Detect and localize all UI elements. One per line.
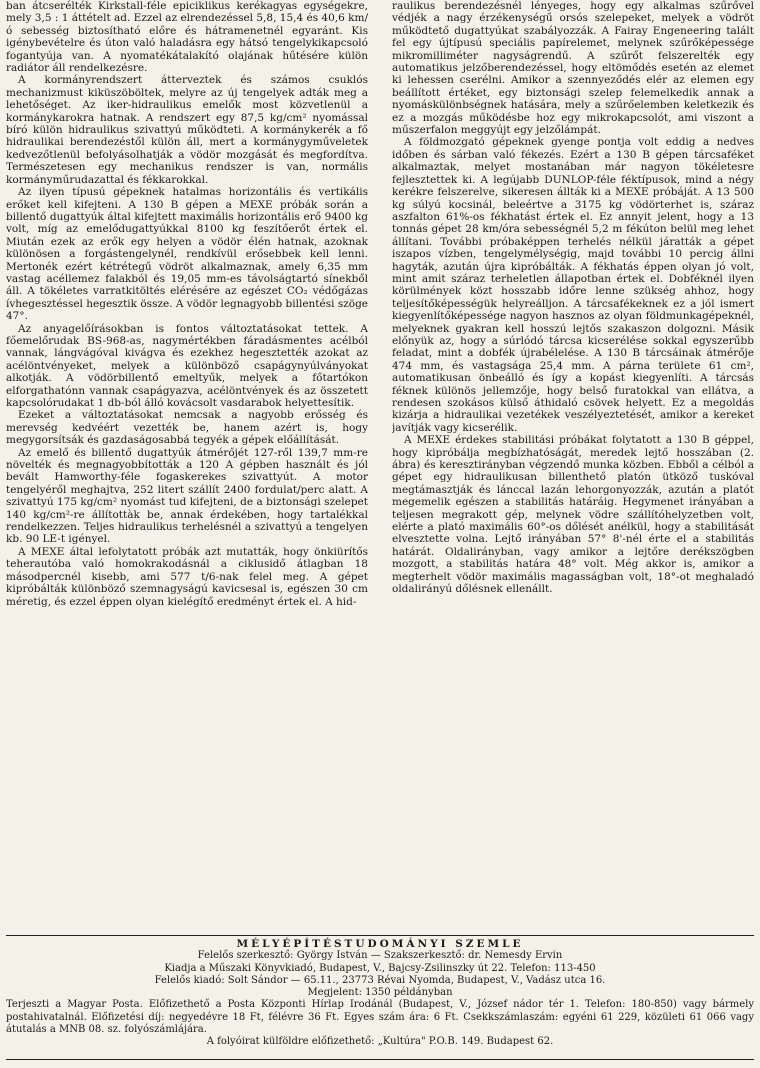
print-run-line: Megjelent: 1350 példányban xyxy=(307,987,453,999)
paragraph: Az emelő és billentő dugattyúk átmérőjét 127-ről 139,7 mm-re növelték és megnagyobbították a 120 A gépben használt és jól bevált Hamworthy-féle fogaskerekes szivattyút. A motor tengelyéről meghajtva, 252 litert szállít 2400 fordulat/perc alatt. A szivattyú 175 kg/cm² nyomást tud kifejteni, de a biztonsági szelepet 140 kg/cm²-re állítottàk be, annak érdekében, hogy tartalékkal rendelkezzen. Teljes hidraulikus terhelésnél a szivattyú a tengelyen kb. 90 LE-t igényel. xyxy=(6,446,368,546)
paragraph: ban átcserélték Kirkstall-féle epiciklikus kerékagyas egységekre, mely 3,5 : 1 áttételt ad. Ezzel az elrendezéssel 5,8, 15,4 és 40,6 km/ó sebesség biztosítható előre és hátramenetnél egyaránt. Kis igénybevételre és úton való haladásra egy hátsó tengelykikapcsoló fogantyúja van. A nyomatékátalakító olajának hűtésére külön radiátor áll rendelkezésre. xyxy=(6,0,368,75)
paragraph: A MEXE által lefolytatott próbák azt mutatták, hogy önkiürítős teherautóba való homokrakodásnál a ciklusidő átlagban 18 másodpercnél kisebb, ami 577 t/6-nak felel meg. A gépet kipróbálták különböző szemnagyságú kavicsesal is, egészen 30 cm méretig, és ezzel éppen olyan kielégítő eredményt értek el. A hid- xyxy=(6,545,368,608)
paragraph: Az anyagelőírásokban is fontos változtatásokat tettek. A főemelőrudak BS-968-as, nagymértékben fáradásmentes acélból vannak, lángvágóval kivágva és ezekhez hegesztették azokat az acélöntvényeket, melyek a különböző csapágynyúlványokat alkotják. A vödörbillentő emeltyűk, melyek a főtartókon elforgathatónn vannak csapágyazva, acélöntvények és az összetett kapcsolórudakat 1 db-ból álló kovácsolt vasdarabok helyettesítik. xyxy=(6,322,368,409)
paragraph: Ezeket a változtatásokat nemcsak a nagyobb erősség és merevség kedvéért vezették be, hanem azért is, hogy megygorsítsák és gazdaságosabbá tegyék a gépek előállítását. xyxy=(6,409,368,447)
paragraph: A MEXE érdekes stabilitási próbákat folytatott a 130 B géppel, hogy kipróbálja megbízhatóságát, meredek lejtő hosszában (2. ábra) és keresztirányban végzendő munka közben. Ebből a célból a gépet egy hidraulikusan billenthető platón ütköző tuskóval megtámasztják és lánccal lazán lehorgonyozzák, azután a platót megemelik egészen a stabilitás határáig. Hegymenet irányában a teljesen megrakott gép, melynek vödre szállítóhelyzetben volt, elérte a plató maximális 60°-os dőlését anélkül, hogy a stabilitását elvesztette volna. Lejtő irányában 57° 8'-nél érte el a stabilitás határát. Oldalirányban, vagy amikor a lejtőre derékszögben mozgott, a stabilitás határa 48° volt. Még akkor is, amikor a megterhelt vödör maximális magasságban volt, 18°-ot meghaladó oldalirányú dőlésnek ellenállt. xyxy=(392,434,754,596)
abroad-subscription-line: A folyóirat külföldre előfizethető: „Kultúra" P.O.B. 149. Budapest 62. xyxy=(206,1036,554,1048)
publisher-line: Kiadja a Műszaki Könyvkiadó, Budapest, V., Bajcsy-Zsilinszky út 22. Telefon: 113-450 xyxy=(164,962,596,974)
imprint-top-rule xyxy=(6,935,754,936)
left-column xyxy=(6,0,368,906)
imprint-block xyxy=(6,938,754,1049)
paragraph: raulikus berendezésnél lényeges, hogy egy alkalmas szűrővel védjék a nagy érzékenységű orsós szelepeket, melyek a vödröt működtető dugattyúkat szabályozzák. A Fairay Engeneering talált fel egy újtípusú speciális papírelemet, melynek szűrőképessége mikromilliméter nagyságrendű. A szűrőt felszerelték egy automatikus jelzőberendezéssel, hogy eltömődés esetén az elemet ki lehessen cserélni. Amikor a szennyeződés elér az elemen egy beállított értéket, egy biztonsági szelep felemelkedik annak a nyomáskülönbségnek hatására, mely a szűrőelemben keletkezik és ez a mozgás működésbe hoz egy mikrokapcsolót, ami viszont a műszerfalon meggyújt egy jelzőlámpát. xyxy=(392,0,754,137)
paragraph: Az ilyen típusú gépeknek hatalmas horizontális és vertikális erőket kell kifejteni. A 130 B gépen a MEXE próbák során a billentő dugattyúk által kifejtett maximális horizontális erő 9400 kg volt, míg az emelődugattyúkkal 8100 kg feszítőerőt értek el. Miután ezek az erők egy helyen a vödör élén hatnak, azoknak különösen a forgástengelynél, rendkívül erősebbek kell lenni. Mertonék ezért kétrétegű vödröt alkalmaznak, amely 6,35 mm vastag acéllemez falakból és 19,05 mm-es távolságtartó sínekből áll. A tökéletes varratkitöltés elérésére az egészet CO₂ védőgázas ívhegesztéssel hegesztik össze. A vödör legnagyobb billentési szöge 47°. xyxy=(6,186,368,323)
article-columns xyxy=(6,0,754,906)
right-column xyxy=(392,0,754,906)
journal-title: MÉLYÉPÍTÉSTUDOMÁNYI SZEMLE xyxy=(236,938,524,950)
imprint-bottom-rule xyxy=(6,1059,754,1060)
distribution-text: Terjeszti a Magyar Posta. Előfizethető a Posta Központi Hírlap Irodánál (Budapest, V., József nádor tér 1. Telefon: 180-850) vagy bármely postahivatalnál. Előfizetési díj: negyedévre 18 Ft, félévre 36 Ft. Egyes szám ára: 6 Ft. Csekkszámlaszám: egyéni 61 229, közületi 61 066 vagy átutalás a MNB 08. sz. folyószámlájára. xyxy=(6,999,754,1036)
editors-line: Felelős szerkesztő: György István — Szakszerkesztő: dr. Nemesdy Ervin xyxy=(197,950,563,962)
responsible-publisher-line: Felelős kiadó: Solt Sándor — 65.11., 23773 Révai Nyomda, Budapest, V., Vadász utca 16. xyxy=(154,974,606,986)
paragraph: A földmozgató gépeknek gyenge pontja volt eddig a nedves időben és sárban való fékezés. Ezért a 130 B gépen tárcsaféket alkalmaztak, melyet mostanában már nagyon tökéletesre fejlesztettek ki. A legújabb DUNLOP-féle féktípusok, mind a négy kerékre felszerelve, sikeresen állták ki a MEXE próbáját. A 13 500 kg súlyú kocsinál, beleértve a 3175 kg vödörterhet is, száraz aszfalton 61%-os fékhatást értek el. Ez annyit jelent, hogy a 13 tonnás gépet 28 km/óra sebességnél 5,2 m fékúton belül meg lehet állítani. További próbaképpen terhelés nélkül járatták a gépet iszapos vízben, tengelymélységig, majd további 10 percig állni hagyták, azután újra kipróbálták. A fékhatás éppen olyan jó volt, mint amit száraz terheletlen állapotban értek el. Dobféknél ilyen körülmények közt hosszabb időre lenne szükség ahhoz, hogy teljesítőképességük helyreálljon. A tárcsafékeknek ez a jól ismert kiegyenlítőképessége nagyon hasznos az olyan földmunkagépeknél, melyeknek gyakran kell hosszú lejtős szakaszon dolgozni. Másik előnyük az, hogy a súrlódó tárcsa kicserélése sokkal egyszerűbb feladat, mint a dobfék újrabélelése. A 130 B tárcsáinak átmérője 474 mm, és vastagsága 25,4 mm. A párna területe 61 cm², automatikusan önbeálló és így a kopást kiegyenlíti. A tárcsás féknek különös jellemzője, hogy belső furatokkal van ellátva, a rendesen szokásos külső áthidaló csövek helyett. Ez a megoldás kizárja a hidraulikai vezetékek veszélyeztetését, amikor a kereket javítják vagy kicserélik. xyxy=(392,136,754,434)
paragraph: A kormányrendszert átterveztek és számos csuklós mechanizmust kiküszöböltek, melyre az új tengelyek adták meg a lehetőséget. Az iker-hidraulikus emelők most közvetlenül a kormánykarokra hatnak. A rendszert egy 87,5 kg/cm² nyomással bíró külön hidraulikus szivattyú működteti. A kormánykerék a fő hidraulikai berendezéstől külön áll, mert a kormánygyműveletek kedvezőtlenül befolyásolhatják a vödör mozgását és megfordítva. Természetesen egy mechanikus rendszer is van, normális kormányműrudazattal és fékkarokkal. xyxy=(6,74,368,186)
